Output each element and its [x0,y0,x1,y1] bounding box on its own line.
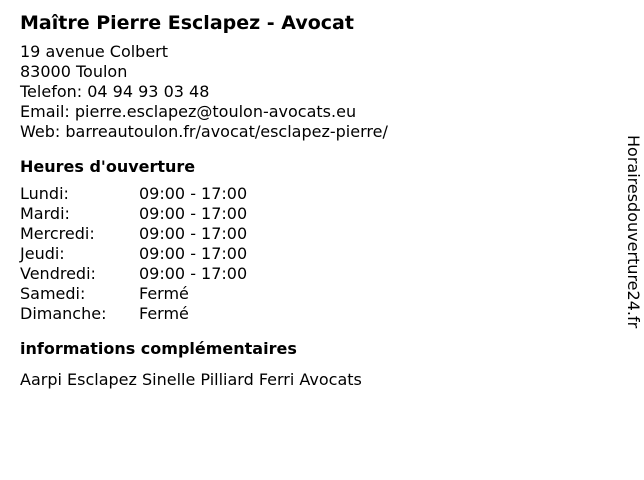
address-street: 19 avenue Colbert [20,42,169,61]
hours-row [20,284,247,304]
hours-row [20,244,247,264]
address-city: 83000 Toulon [20,62,128,81]
hours-heading: Heures d'ouverture [20,157,196,176]
hours-time: 09:00 - 17:00 [139,224,248,243]
hours-row [20,184,247,204]
hours-day: Vendredi: [20,264,96,283]
hours-day: Jeudi: [20,244,65,263]
hours-day: Dimanche: [20,304,107,323]
web-line: Web: barreautoulon.fr/avocat/esclapez-pierre/ [20,122,388,141]
hours-time: 09:00 - 17:00 [139,184,248,203]
hours-time: Fermé [139,304,189,323]
hours-day: Samedi: [20,284,86,303]
brand-watermark: Horairesdouverture24.fr [624,135,643,329]
hours-row [20,224,247,244]
email-line: Email: pierre.esclapez@toulon-avocats.eu [20,102,357,121]
hours-time: 09:00 - 17:00 [139,244,248,263]
hours-day: Mardi: [20,204,70,223]
hours-row [20,204,247,224]
hours-time: 09:00 - 17:00 [139,264,248,283]
hours-day: Lundi: [20,184,69,203]
hours-day: Mercredi: [20,224,95,243]
hours-time: 09:00 - 17:00 [139,204,248,223]
info-text: Aarpi Esclapez Sinelle Pilliard Ferri Avocats [20,370,362,389]
content-area [20,10,600,390]
info-heading: informations complémentaires [20,339,297,358]
hours-row [20,264,247,284]
phone-line: Telefon: 04 94 93 03 48 [20,82,210,101]
hours-row [20,304,247,324]
hours-time: Fermé [139,284,189,303]
page-title: Maître Pierre Esclapez - Avocat [20,12,354,34]
hours-table [20,184,247,324]
